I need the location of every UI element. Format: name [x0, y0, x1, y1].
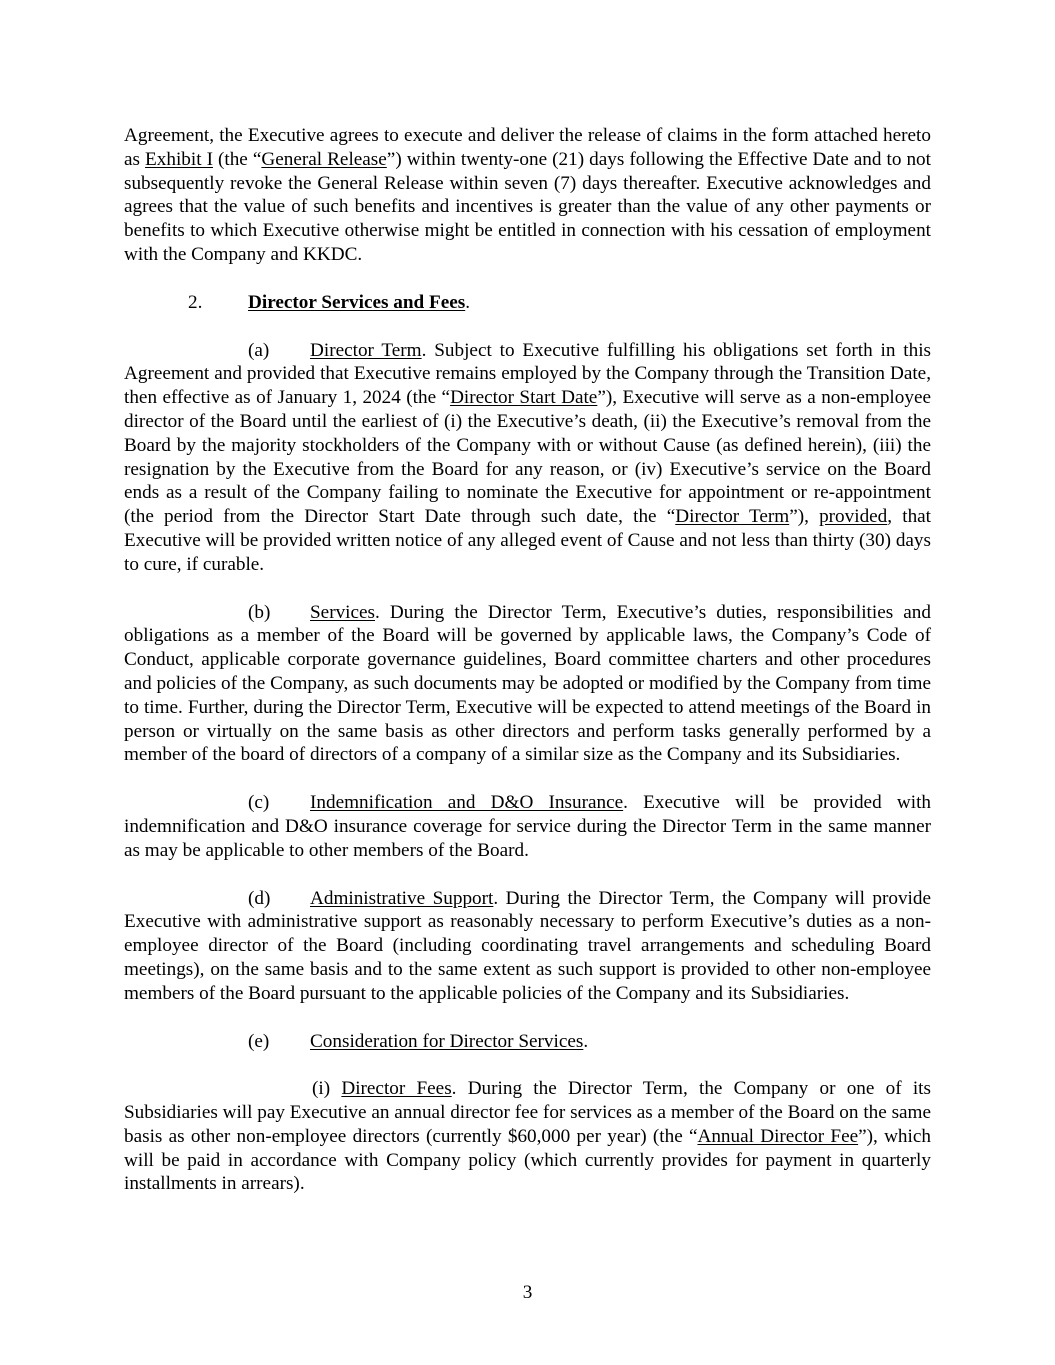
- clause-heading: Indemnification and D&O Insurance: [310, 792, 624, 814]
- clause-text: . Executive will be provided with indemnification and D&O insurance coverage for service during the Director Term in the same manner as may be applicable to other members of the Board.: [124, 792, 931, 861]
- clause-e-i: [124, 1077, 931, 1196]
- clause-text: .: [583, 1030, 589, 1052]
- clause-text: ”),: [789, 506, 820, 528]
- defined-term-annual-director-fee: Annual Director Fee: [697, 1125, 859, 1147]
- exhibit-reference: Exhibit I: [145, 148, 213, 170]
- clause-text: . During the Director Term, the Company or one of its Subsidiaries will pay Executive an annual director fee for services as a member of the Board on the same basis as other non-employee directors (currently $60,000 per year) (the “: [124, 1078, 931, 1147]
- clause-text: , that Executive will be provided written notice of any alleged event of Cause and not less than thirty (30) days to cure, if curable.: [124, 506, 932, 575]
- defined-term-general-release: General Release: [261, 148, 387, 170]
- clause-heading: Director Fees: [341, 1078, 452, 1100]
- clause-b: [124, 601, 931, 768]
- intro-text: Agreement, the Executive agrees to execute and deliver the release of claims in the form attached hereto as: [124, 125, 931, 170]
- document-page: [124, 124, 931, 1196]
- clause-label: (c): [248, 792, 270, 814]
- clause-text: ”), Executive will serve as a non-employee director of the Board until the earliest of (i) the Executive’s death, (ii) the Executive’s removal from the Board by the majority stockholders of the Company with or without Cause (as defined herein), (iii) the resignation by the Executive from the Board for any reason, or (iv) Executive’s service on the Board ends as a result of the Company failing to nominate the Executive for appointment or re-appointment (the period from the Director Start Date through such date, the “: [124, 387, 931, 528]
- clause-a: [124, 339, 931, 577]
- clause-label: (a): [248, 339, 270, 361]
- intro-text: ”) within twenty-one (21) days following the Effective Date and to not subsequently revoke the General Release within seven (7) days thereafter. Executive acknowledges and agrees that the value of such benefits and incentives is greater than the value of any other payments or benefits to which Executive otherwise might be entitled in connection with his cessation of employment with the Company and KKDC.: [124, 148, 931, 265]
- clause-e: [124, 1030, 931, 1054]
- section-title-period: .: [465, 291, 471, 313]
- clause-d: [124, 887, 931, 1006]
- section-number: 2.: [188, 291, 203, 313]
- clause-label: (e): [248, 1030, 270, 1052]
- clause-text: ”), which will be paid in accordance with Company policy (which currently provides for payment in quarterly installments in arrears).: [124, 1125, 931, 1195]
- clause-label: (d): [248, 887, 271, 909]
- clause-c: [124, 791, 931, 862]
- intro-text: (the “: [212, 148, 262, 170]
- clause-text: . During the Director Term, the Company will provide Executive with administrative support as reasonably necessary to perform Executive’s duties as a non-employee director of the Board (including coordinating travel arrangements and scheduling Board meetings), on the same basis and to the same extent as such support is provided to other non-employee members of the Board pursuant to the applicable policies of the Company and its Subsidiaries.: [124, 887, 932, 1004]
- defined-term-director-term: Director Term: [675, 506, 790, 528]
- clause-text: . During the Director Term, Executive’s duties, responsibilities and obligations as a member of the Board will be governed by applicable laws, the Company’s Code of Conduct, applicable corporate governance guidelines, Board committee charters and other procedures and policies of the Company, as such documents may be adopted or modified by the Company from time to time. Further, during the Director Term, Executive will be expected to attend meetings of the Board in person or virtually on the same basis as other directors and perform tasks generally performed by a member of the board of directors of a company of a similar size as the Company and its Subsidiaries.: [124, 601, 931, 766]
- clause-heading: Director Term: [310, 339, 422, 361]
- clause-text: . Subject to Executive fulfilling his obligations set forth in this Agreement and provided that Executive remains employed by the Company through the Transition Date, then effective as of January 1, 2024 (the “: [124, 339, 931, 409]
- clause-heading: Consideration for Director Services: [310, 1030, 584, 1052]
- clause-label: (i): [312, 1078, 342, 1100]
- page-number: 3: [522, 1282, 533, 1303]
- proviso-term: provided: [819, 506, 888, 528]
- clause-label: (b): [248, 601, 271, 623]
- clause-heading: Administrative Support: [310, 887, 494, 909]
- defined-term-director-start-date: Director Start Date: [450, 387, 598, 409]
- section-title: Director Services and Fees: [248, 291, 466, 313]
- section-2-heading: [124, 291, 931, 315]
- intro-paragraph: [124, 124, 931, 267]
- clause-heading: Services: [310, 601, 376, 623]
